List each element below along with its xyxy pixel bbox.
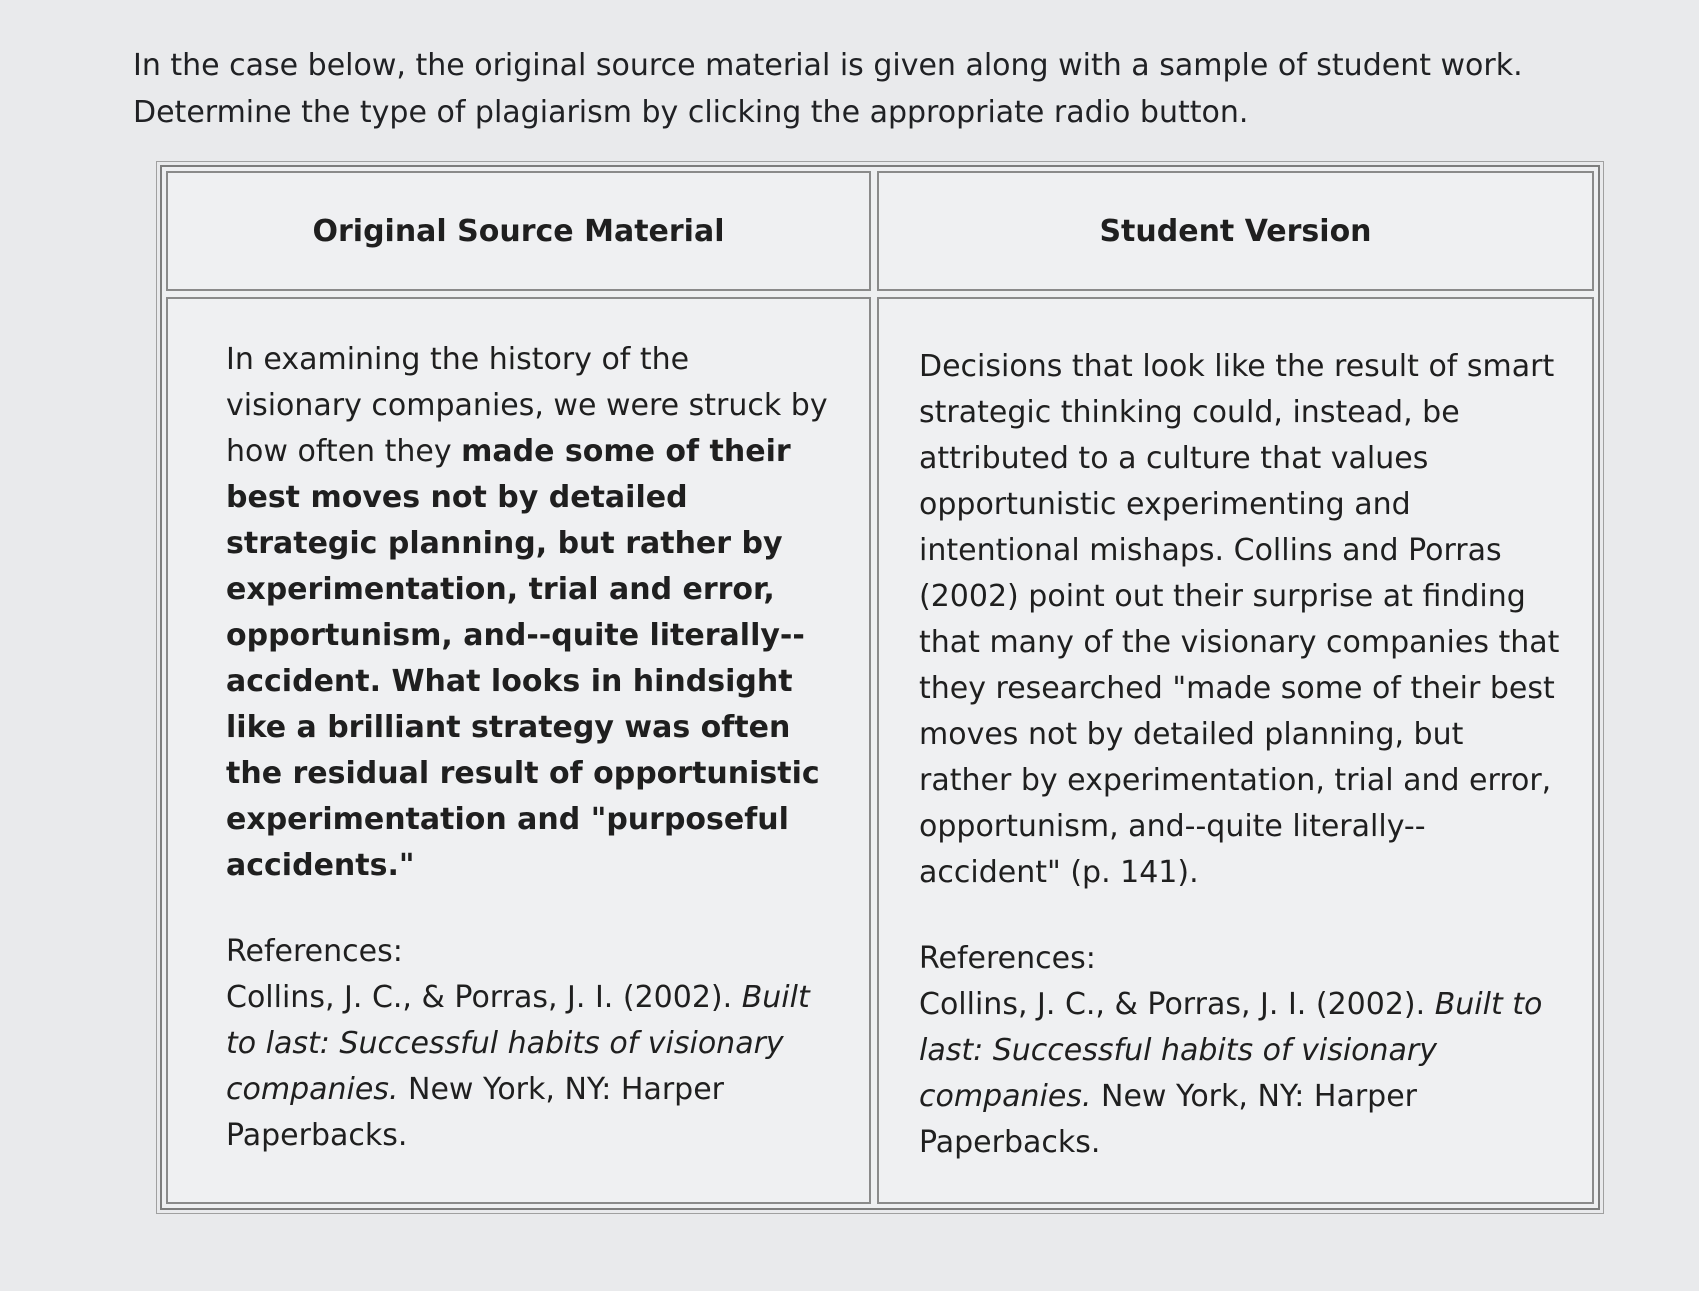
original-references-label: References: — [226, 934, 403, 969]
original-citation-title: Built to last: Successful habits of visionary companies. — [226, 980, 810, 1107]
original-references — [226, 929, 833, 1159]
instructions-line-2: Determine the type of plagiarism by clicking the appropriate radio button. — [133, 95, 1249, 130]
student-citation — [919, 982, 1562, 1166]
original-citation — [226, 975, 833, 1159]
instructions-line-1: In the case below, the original source material is given along with a sample of student work. — [133, 48, 1523, 83]
student-version-cell — [877, 297, 1594, 1204]
instructions — [133, 42, 1573, 136]
student-citation-authors: Collins, J. C., & Porras, J. I. (2002). — [919, 987, 1435, 1022]
case-comparison-table — [160, 165, 1600, 1210]
original-source-cell — [166, 297, 871, 1204]
student-references — [919, 936, 1562, 1166]
original-citation-publisher: New York, NY: Harper Paperbacks. — [226, 1072, 725, 1153]
original-citation-authors: Collins, J. C., & Porras, J. I. (2002). — [226, 980, 742, 1015]
original-passage-bold: made some of their best moves not by detailed strategic planning, but rather by experimentation, trial and error, opportunism, and--quite literally--accident. What looks in hindsight like a brilliant strategy was often the residual result of opportunistic experimentation and "purposeful accidents." — [226, 434, 820, 883]
original-passage — [226, 337, 833, 889]
student-citation-title: Built to last: Successful habits of visionary companies. — [919, 987, 1543, 1114]
student-citation-publisher: New York, NY: Harper Paperbacks. — [919, 1079, 1418, 1160]
header-student-version: Student Version — [877, 171, 1594, 291]
student-passage: Decisions that look like the result of smart strategic thinking could, instead, be attributed to a culture that values opportunistic experimenting and intentional mishaps. Collins and Porras (2002) point out their surprise at finding that many of the visionary companies that they researched "made some of their best moves not by detailed planning, but rather by experimentation, trial and error, opportunism, and--quite literally--accident" (p. 141). — [919, 349, 1560, 890]
original-passage-plain: In examining the history of the visionary companies, we were struck by how often they — [226, 342, 828, 469]
student-references-label: References: — [919, 941, 1096, 976]
header-original-source: Original Source Material — [166, 171, 871, 291]
